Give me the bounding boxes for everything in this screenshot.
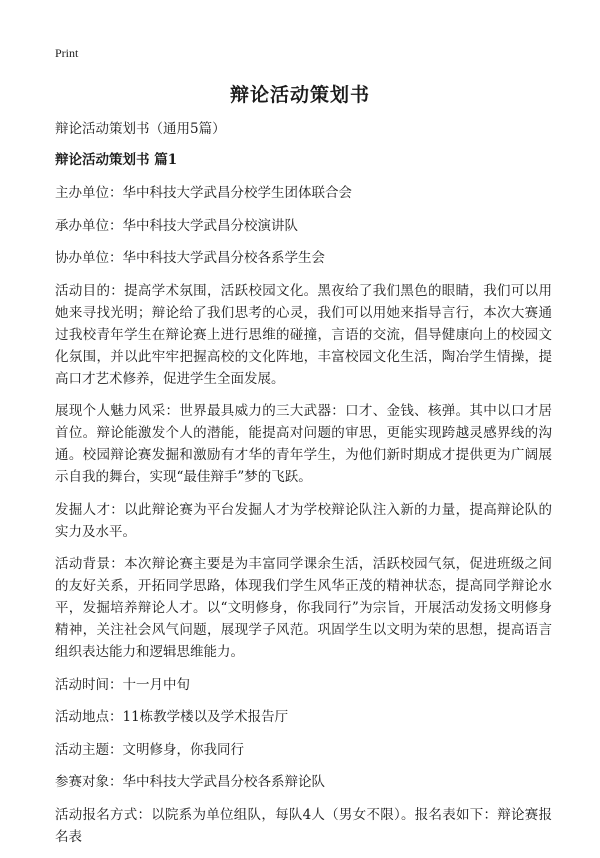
paragraph-theme: 活动主题：文明修身，你我同行 [55, 741, 244, 758]
document-title: 辩论活动策划书 [229, 84, 370, 106]
section-heading: 辩论活动策划书 篇1 [55, 152, 178, 168]
paragraph-registration: 活动报名方式：以院系为单位组队，每队4人（男女不限）。报名表如下：辩论赛报名表 [55, 806, 552, 845]
print-link[interactable]: Print [55, 46, 79, 60]
document-subtitle: 辩论活动策划书（通用5篇） [55, 121, 226, 137]
paragraph-location: 活动地点：11栋教学楼以及学术报告厅 [55, 709, 289, 725]
paragraph-talent: 发掘人才：以此辩论赛为平台发掘人才为学校辩论队注入新的力量，提高辩论队的实力及水平。 [55, 501, 552, 540]
paragraph-charm: 展现个人魅力风采：世界最具威力的三大武器：口才、金钱、核弹。其中以口才居首位。辩论能激发个人的潜能，能提高对问题的审思，更能实现跨越灵感界线的沟通。校园辩论赛发掘和激励有才华的青年学生，为他们新时期成才提供更为广阔展示自我的舞台，实现“最佳辩手”梦的飞跃。 [55, 403, 552, 485]
document-body [55, 118, 552, 858]
paragraph-background: 活动背景：本次辩论赛主要是为丰富同学课余生活，活跃校园气氛，促进班级之间的友好关系，开拓同学思路，体现我们学生风华正茂的精神状态，提高同学辩论水平，发掘培养辩论人才。以“文明修身，你我同行”为宗旨，开展活动发扬文明修身精神，关注社会风气问题，展现学子风范。巩固学生以文明为荣的思想，提高语言组织表达能力和逻辑思维能力。 [55, 556, 552, 660]
paragraph-host: 承办单位：华中科技大学武昌分校演讲队 [55, 217, 298, 234]
paragraph-participants: 参赛对象：华中科技大学武昌分校各系辩论队 [55, 774, 325, 790]
paragraph-purpose: 活动目的：提高学术氛围，活跃校园文化。黑夜给了我们黑色的眼睛，我们可以用她来寻找光明；辩论给了我们思考的心灵，我们可以用她来指导言行，本次大赛通过我校青年学生在辩论赛上进行思维的碰撞，言语的交流，倡导健康向上的校园文化氛围，并以此牢牢把握高校的文化阵地，丰富校园文化生活，陶冶学生情操，提高口才艺术修养，促进学生全面发展。 [55, 282, 552, 387]
paragraph-co-organizer: 协办单位：华中科技大学武昌分校各系学生会 [55, 250, 325, 266]
paragraph-organizer: 主办单位：华中科技大学武昌分校学生团体联合会 [55, 185, 352, 201]
paragraph-time: 活动时间：十一月中旬 [55, 676, 190, 693]
